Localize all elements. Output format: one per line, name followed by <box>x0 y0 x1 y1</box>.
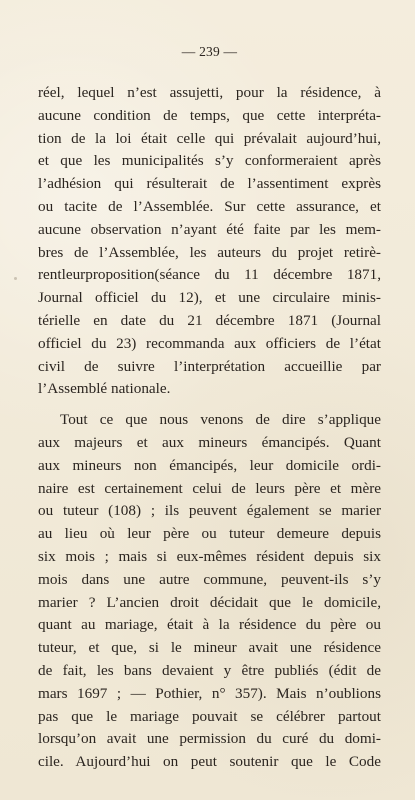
text-line: bres de l’Assemblée, les auteurs du projet retirè- <box>38 243 381 261</box>
paragraph-2 <box>38 409 381 774</box>
text-line: aux majeurs et aux mineurs émancipés. Quant <box>38 433 381 451</box>
text-line: tuteur, et que, si le mineur avait une résidence <box>38 639 381 657</box>
text-line: Tout ce que nous venons de dire s’applique <box>60 411 381 429</box>
text-line: ou tacite de l’Assemblée. Sur cette assurance, et <box>38 197 381 215</box>
text-line: six mois ; mais si eux-mêmes résident depuis six <box>38 547 381 565</box>
text-line: au lieu où leur père ou tuteur demeure depuis <box>38 525 381 543</box>
text-line: mars 1697 ; — Pothier, n° 357). Mais n’oublions <box>38 684 381 702</box>
text-line: cile. Aujourd’hui on peut soutenir que le Code <box>38 753 381 771</box>
paragraph-1 <box>38 82 381 401</box>
text-line: aucune observation n’ayant été faite par les mem- <box>38 220 381 238</box>
text-line: quant au mariage, était à la résidence du père ou <box>38 616 381 634</box>
text-line: Journal officiel du 12), et une circulaire minis- <box>38 289 381 307</box>
text-line: mois dans une autre commune, peuvent-ils s’y <box>38 570 381 588</box>
text-line: et que les municipalités s’y conformeraient après <box>38 152 381 170</box>
text-line: aucune condition de temps, que cette interpréta- <box>38 106 381 124</box>
text-line: aux mineurs non émancipés, leur domicile ordi- <box>38 456 381 474</box>
text-line: réel, lequel n’est assujetti, pour la résidence, à <box>38 84 381 101</box>
text-line: naire est certainement celui de leurs père et mère <box>38 479 381 497</box>
text-line: pas que le mariage pouvait se célébrer partout <box>38 707 381 725</box>
text-line: officiel du 23) recommanda aux officiers de l’état <box>38 334 381 352</box>
page-body <box>38 82 381 774</box>
text-line: l’Assemblé nationale. <box>38 380 171 398</box>
text-line: rentleurproposition(séance du 11 décembre 1871, <box>38 266 381 284</box>
margin-mark <box>14 277 17 280</box>
text-line: civil de suivre l’interprétation accueillie par <box>38 357 381 375</box>
text-line: de fait, les bans devaient y être publiés (édit de <box>38 661 381 679</box>
text-line: ou tuteur (108) ; ils peuvent également se marier <box>38 502 381 520</box>
text-line: tion de la loi était celle qui prévalait aujourd’hui, <box>38 129 381 147</box>
text-line: lorsqu’on avait une permission du curé du domi- <box>38 730 381 748</box>
text-line: l’adhésion qui résulterait de l’assentiment exprès <box>38 175 381 193</box>
text-line: marier ? L’ancien droit décidait que le domicile, <box>38 593 381 611</box>
page-number: — 239 — <box>181 44 238 59</box>
paragraph-gap <box>38 401 381 409</box>
text-line: térielle en date du 21 décembre 1871 (Journal <box>38 311 381 329</box>
